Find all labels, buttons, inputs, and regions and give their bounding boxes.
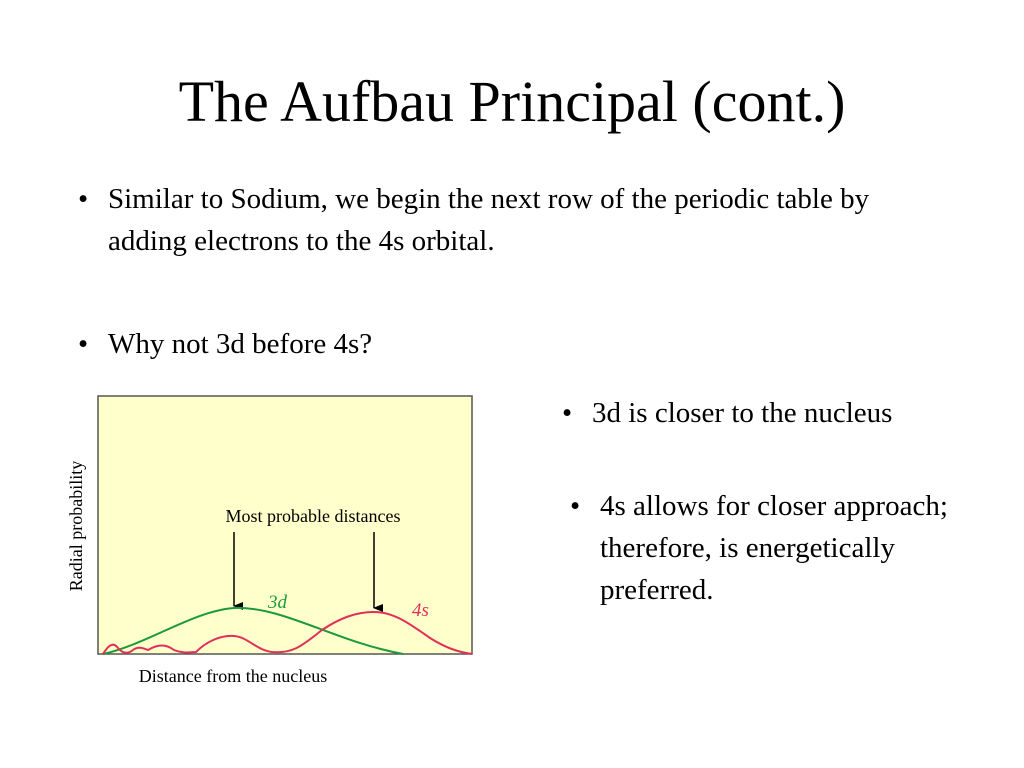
bullet-marker: • (570, 490, 581, 522)
y-axis-label: Radial probability (66, 460, 86, 592)
bullet-marker: • (78, 328, 89, 360)
annotation-label: Most probable distances (225, 506, 401, 526)
x-axis-label: Distance from the nucleus (138, 666, 328, 686)
radial-probability-figure (58, 386, 488, 696)
curve-label-4s: 4s (412, 600, 429, 621)
slide-title: The Aufbau Principal (cont.) (178, 69, 846, 134)
bullet-text: Why not 3d before 4s? (108, 328, 373, 360)
bullet-why-not-3d (78, 323, 578, 365)
bullet-3d-closer (562, 392, 1012, 434)
bullet-marker: • (562, 397, 573, 429)
curve-label-3d: 3d (268, 592, 287, 613)
radial-probability-plot (58, 386, 488, 696)
bullet-text: Similar to Sodium, we begin the next row of the periodic table by adding electrons to the 4s orbital. (108, 183, 870, 257)
bullet-text: 4s allows for closer approach; therefore, is energetically preferred. (600, 490, 948, 606)
bullet-4s-filling (78, 178, 898, 262)
bullet-text: 3d is closer to the nucleus (592, 397, 893, 429)
bullet-marker: • (78, 183, 89, 215)
bullet-4s-preferred (570, 485, 990, 611)
